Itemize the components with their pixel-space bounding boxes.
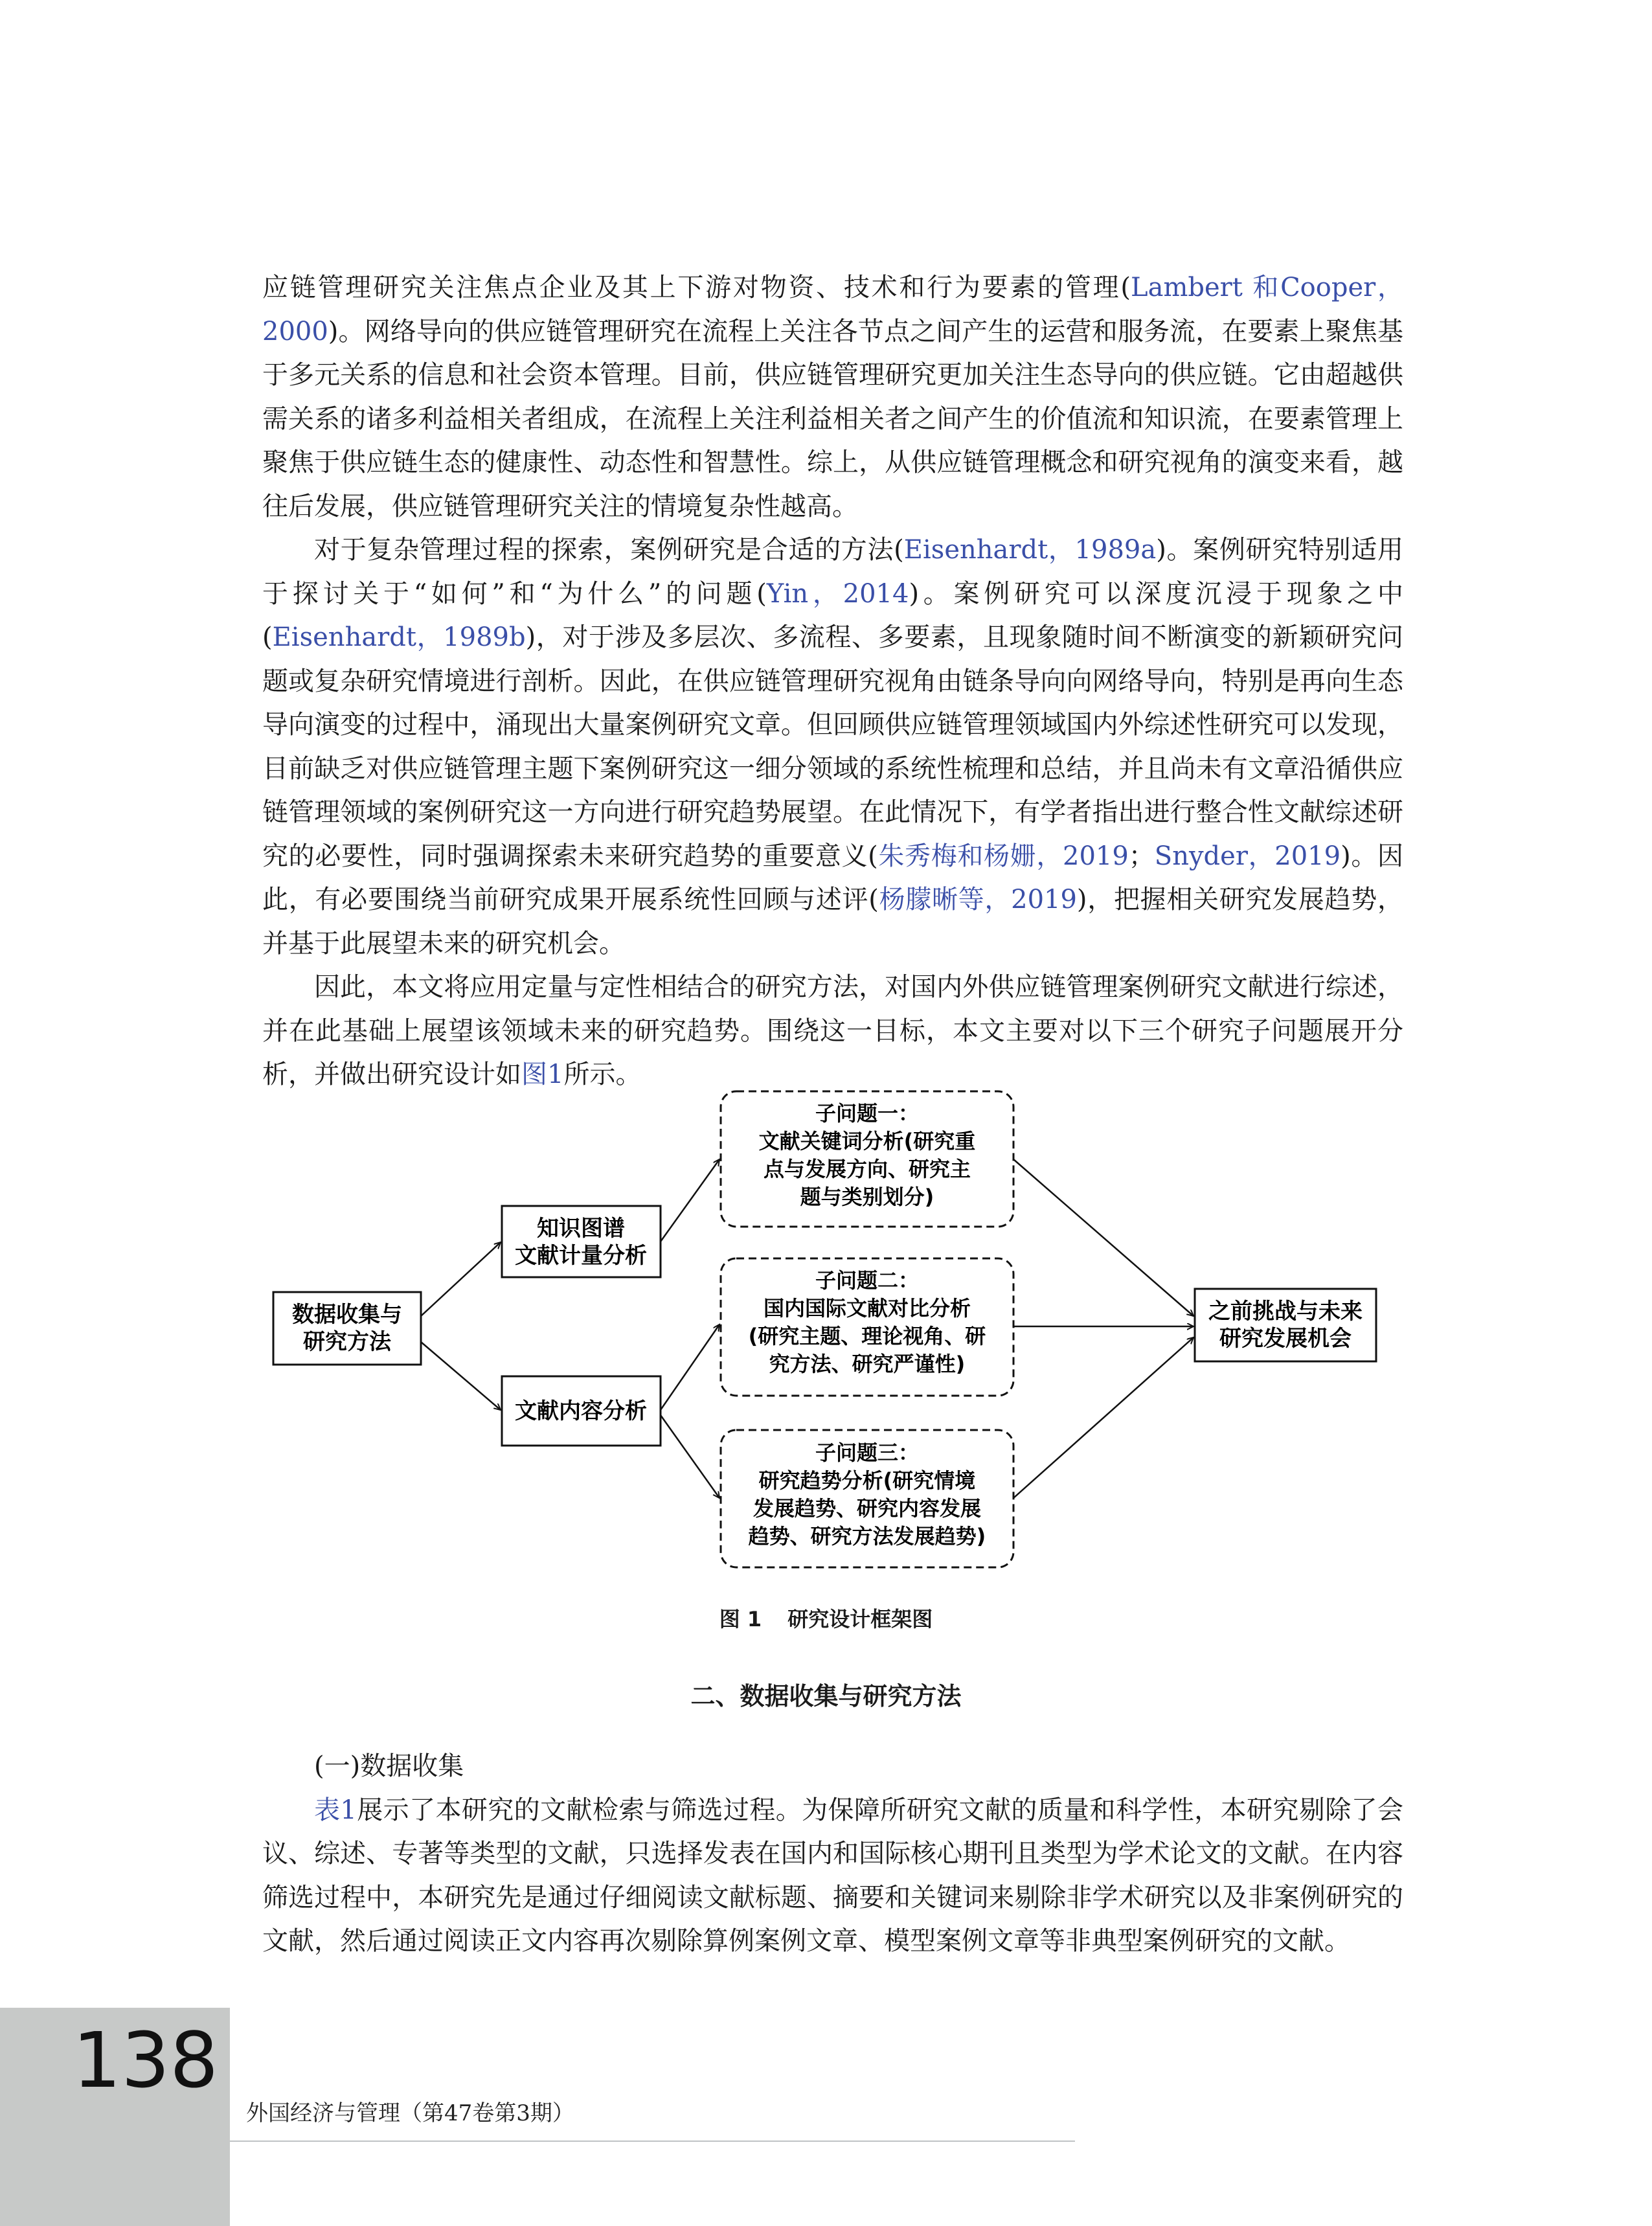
arrow-q3-to-end <box>1013 1337 1194 1498</box>
q1-line3: 点与发展方向、研究主 <box>763 1157 971 1181</box>
paragraph-4 <box>262 1789 1403 1964</box>
node-content-line1: 文献内容分析 <box>515 1398 647 1424</box>
citation-link[interactable]: Eisenhardt，1989b <box>272 622 526 652</box>
arrow-content-to-q3 <box>661 1415 719 1498</box>
paragraph-1 <box>262 266 1403 528</box>
paragraph-text: ； <box>1128 841 1155 871</box>
paragraph-text: 所示。 <box>563 1060 642 1089</box>
body-text-top <box>262 266 1403 1097</box>
paragraph-2 <box>262 528 1403 966</box>
paragraph-text: 对于复杂管理过程的探索，案例研究是合适的方法( <box>314 535 904 565</box>
q3-line3: 发展趋势、研究内容发展 <box>752 1496 982 1521</box>
paragraph-text: )，把握相关研究发展趋势，并基于此展望未来的研究机会。 <box>262 885 1404 959</box>
citation-link[interactable]: Eisenhardt，1989a <box>903 535 1157 565</box>
citation-link[interactable]: Lambert 和Cooper，2000 <box>262 273 1403 346</box>
arrow-q1-to-end <box>1013 1159 1194 1316</box>
q1-line2: 文献关键词分析(研究重 <box>758 1129 976 1153</box>
citation-link[interactable]: Yin，2014 <box>766 578 909 609</box>
caption-number: 图 1 <box>719 1607 762 1631</box>
subsection-heading: (一)数据收集 <box>314 1751 464 1781</box>
node-map-line2: 文献计量分析 <box>515 1243 647 1269</box>
citation-link[interactable]: Snyder，2019 <box>1154 841 1341 871</box>
citation-link[interactable]: 杨朦晰等，2019 <box>878 885 1077 914</box>
q2-line1: 子问题二： <box>815 1268 920 1293</box>
paragraph-text: 因此，本文将应用定量与定性相结合的研究方法，对国内外供应链管理案例研究文献进行综述，并在此基础上展望该领域未来的研究趋势。围绕这一目标，本文主要对以下三个研究子问题展开分析，并做出研究设计如 <box>262 972 1403 1089</box>
caption-text: 研究设计框架图 <box>787 1607 933 1631</box>
body-text-bottom <box>262 1745 1403 1964</box>
arrow-start-to-content <box>421 1342 501 1410</box>
figure-caption <box>0 1603 1652 1633</box>
q3-line1: 子问题三： <box>815 1440 920 1465</box>
q3-line2: 研究趋势分析(研究情境 <box>758 1468 976 1493</box>
paragraph-text: )。案例研究特别适用于探讨关于“如何”和“为什么”的问题( <box>262 535 1404 609</box>
paragraph-3 <box>262 966 1403 1097</box>
arrow-map-to-q1 <box>661 1159 719 1242</box>
paragraph-text: )。因此，有必要围绕当前研究成果开展系统性回顾与述评( <box>262 841 1403 914</box>
q1-line1: 子问题一： <box>815 1101 920 1126</box>
node-start-line1: 数据收集与 <box>292 1302 402 1328</box>
footer-divider <box>230 2141 1075 2142</box>
paragraph-text: )。网络导向的供应链管理研究在流程上关注各节点之间产生的运营和服务流，在要素上聚焦基于多元关系的信息和社会资本管理。目前，供应链管理研究更加关注生态导向的供应链。它由超越供需关系的诸多利益相关者组成，在流程上关注利益相关者之间产生的价值流和知识流，在要素管理上聚焦于供应链生态的健康性、动态性和智慧性。综上，从供应链管理概念和研究视角的演变来看，越往后发展，供应链管理研究关注的情境复杂性越高。 <box>262 316 1403 521</box>
q3-line4: 趋势、研究方法发展趋势) <box>748 1524 986 1549</box>
q2-line3: (研究主题、理论视角、研 <box>748 1324 986 1348</box>
journal-footer: 外国经济与管理（第47卷第3期） <box>246 2100 574 2126</box>
node-start-line2: 研究方法 <box>303 1329 391 1355</box>
arrow-content-to-q2 <box>661 1324 719 1410</box>
section-heading: 二、数据收集与研究方法 <box>690 1682 962 1710</box>
figure-link[interactable]: 图1 <box>521 1060 564 1089</box>
citation-link[interactable]: 朱秀梅和杨姗，2019 <box>877 841 1129 871</box>
arrow-start-to-map <box>421 1242 501 1316</box>
page-number: 138 <box>73 2016 219 2105</box>
node-end-line1: 之前挑战与未来 <box>1208 1299 1363 1324</box>
paragraph-text: )。案例研究可以深度沉浸于现象之中( <box>262 578 1404 652</box>
node-map-line1: 知识图谱 <box>537 1216 625 1242</box>
q2-line4: 究方法、研究严谨性) <box>769 1352 966 1376</box>
paragraph-text: 应链管理研究关注焦点企业及其上下游对物资、技术和行为要素的管理( <box>262 273 1131 302</box>
paragraph-text: 展示了本研究的文献检索与筛选过程。为保障所研究文献的质量和科学性，本研究剔除了会议、综述、专著等类型的文献，只选择发表在国内和国际核心期刊且类型为学术论文的文献。在内容筛选过程中，本研究先是通过仔细阅读文献标题、摘要和关键词来剔除非学术研究以及非案例研究的文献，然后通过阅读正文内容再次剔除算例案例文章、模型案例文章等非典型案例研究的文献。 <box>262 1795 1404 1956</box>
paragraph-text: )，对于涉及多层次、多流程、多要素，且现象随时间不断演变的新颖研究问题或复杂研究情境进行剖析。因此，在供应链管理研究视角由链条导向向网络导向，特别是再向生态导向演变的过程中，涌现出大量案例研究文章。但回顾供应链管理领域国内外综述性研究可以发现，目前缺乏对供应链管理主题下案例研究这一细分领域的系统性梳理和总结，并且尚未有文章沿循供应链管理领域的案例研究这一方向进行研究趋势展望。在此情况下，有学者指出进行整合性文献综述研究的必要性，同时强调探索未来研究趋势的重要意义( <box>262 622 1403 871</box>
node-end-line2: 研究发展机会 <box>1219 1326 1352 1352</box>
q2-line2: 国内国际文献对比分析 <box>763 1296 971 1321</box>
q1-line4: 题与类别划分) <box>800 1185 934 1209</box>
table-link[interactable]: 表1 <box>314 1795 357 1825</box>
research-design-diagram <box>259 1088 1425 1593</box>
